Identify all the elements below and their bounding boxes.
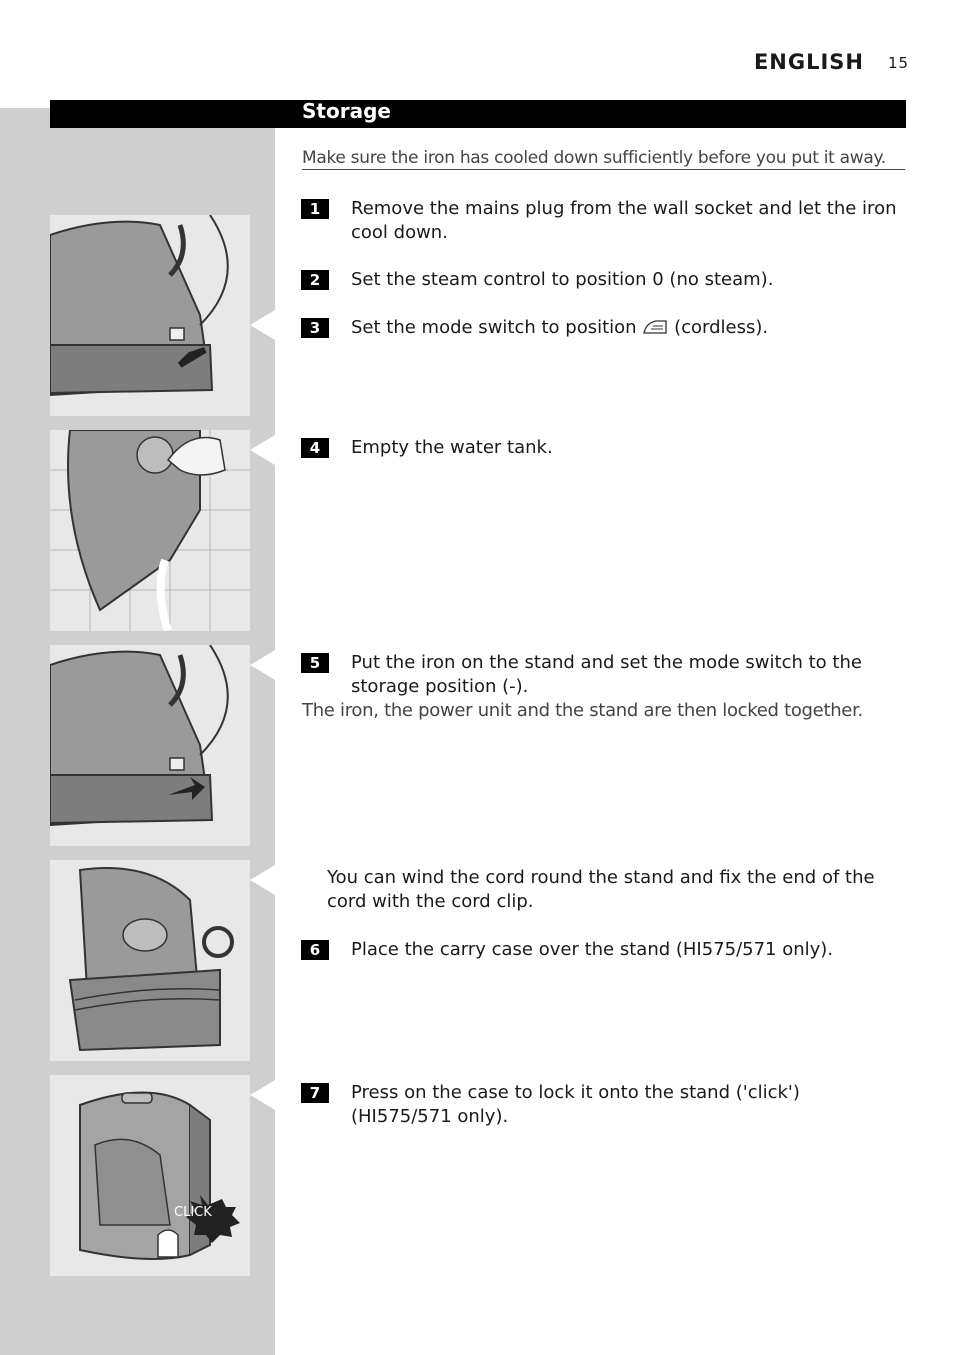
step-text-before: Set the mode switch to position <box>351 317 637 338</box>
step-number: 4 <box>301 438 329 458</box>
illustration-carry-case <box>50 1075 250 1276</box>
step-text: Set the steam control to position 0 (no steam). <box>351 269 774 290</box>
illustration-empty-tank <box>50 430 250 631</box>
step-number: 3 <box>301 318 329 338</box>
step-number: 7 <box>301 1083 329 1103</box>
step-4 <box>301 436 901 460</box>
step-text: Put the iron on the stand and set the mode switch to the storage position (-). <box>351 652 862 697</box>
cordless-iron-icon <box>642 319 668 335</box>
step-5 <box>301 651 901 699</box>
cooling-note: Make sure the iron has cooled down sufficiently before you put it away. <box>302 148 905 170</box>
pointer-arrow <box>250 1080 275 1110</box>
step-text <box>351 316 901 340</box>
section-title: Storage <box>302 99 391 123</box>
illustration-unplug <box>50 215 250 416</box>
page-number: 15 <box>888 54 910 72</box>
pointer-arrow <box>250 435 275 465</box>
step-text: Place the carry case over the stand (HI575/571 only). <box>351 939 834 960</box>
step-text: Press on the case to lock it onto the stand ('click') (HI575/571 only). <box>351 1082 800 1127</box>
pointer-arrow <box>250 650 275 680</box>
step-7 <box>301 1081 901 1129</box>
locked-together-text: The iron, the power unit and the stand are then locked together. <box>302 700 863 721</box>
step-2 <box>301 268 901 292</box>
section-title-bar <box>50 100 906 128</box>
step-text-after: (cordless). <box>674 317 769 338</box>
illustration-wind-cord <box>50 860 250 1061</box>
step-6 <box>301 938 901 962</box>
step-text: Remove the mains plug from the wall socket and let the iron cool down. <box>351 198 897 243</box>
wind-cord-text: You can wind the cord round the stand and fix the end of the cord with the cord clip. <box>327 867 875 912</box>
step-1 <box>301 197 901 245</box>
step-number: 2 <box>301 270 329 290</box>
step-number: 6 <box>301 940 329 960</box>
pointer-arrow <box>250 865 275 895</box>
step-text: Empty the water tank. <box>351 437 553 458</box>
illustration-storage-position <box>50 645 250 846</box>
click-label: CLICK <box>174 1205 212 1220</box>
step-number: 1 <box>301 199 329 219</box>
pointer-arrow <box>250 310 275 340</box>
language-header: ENGLISH <box>753 50 864 74</box>
step-number: 5 <box>301 653 329 673</box>
step-3 <box>301 316 901 340</box>
